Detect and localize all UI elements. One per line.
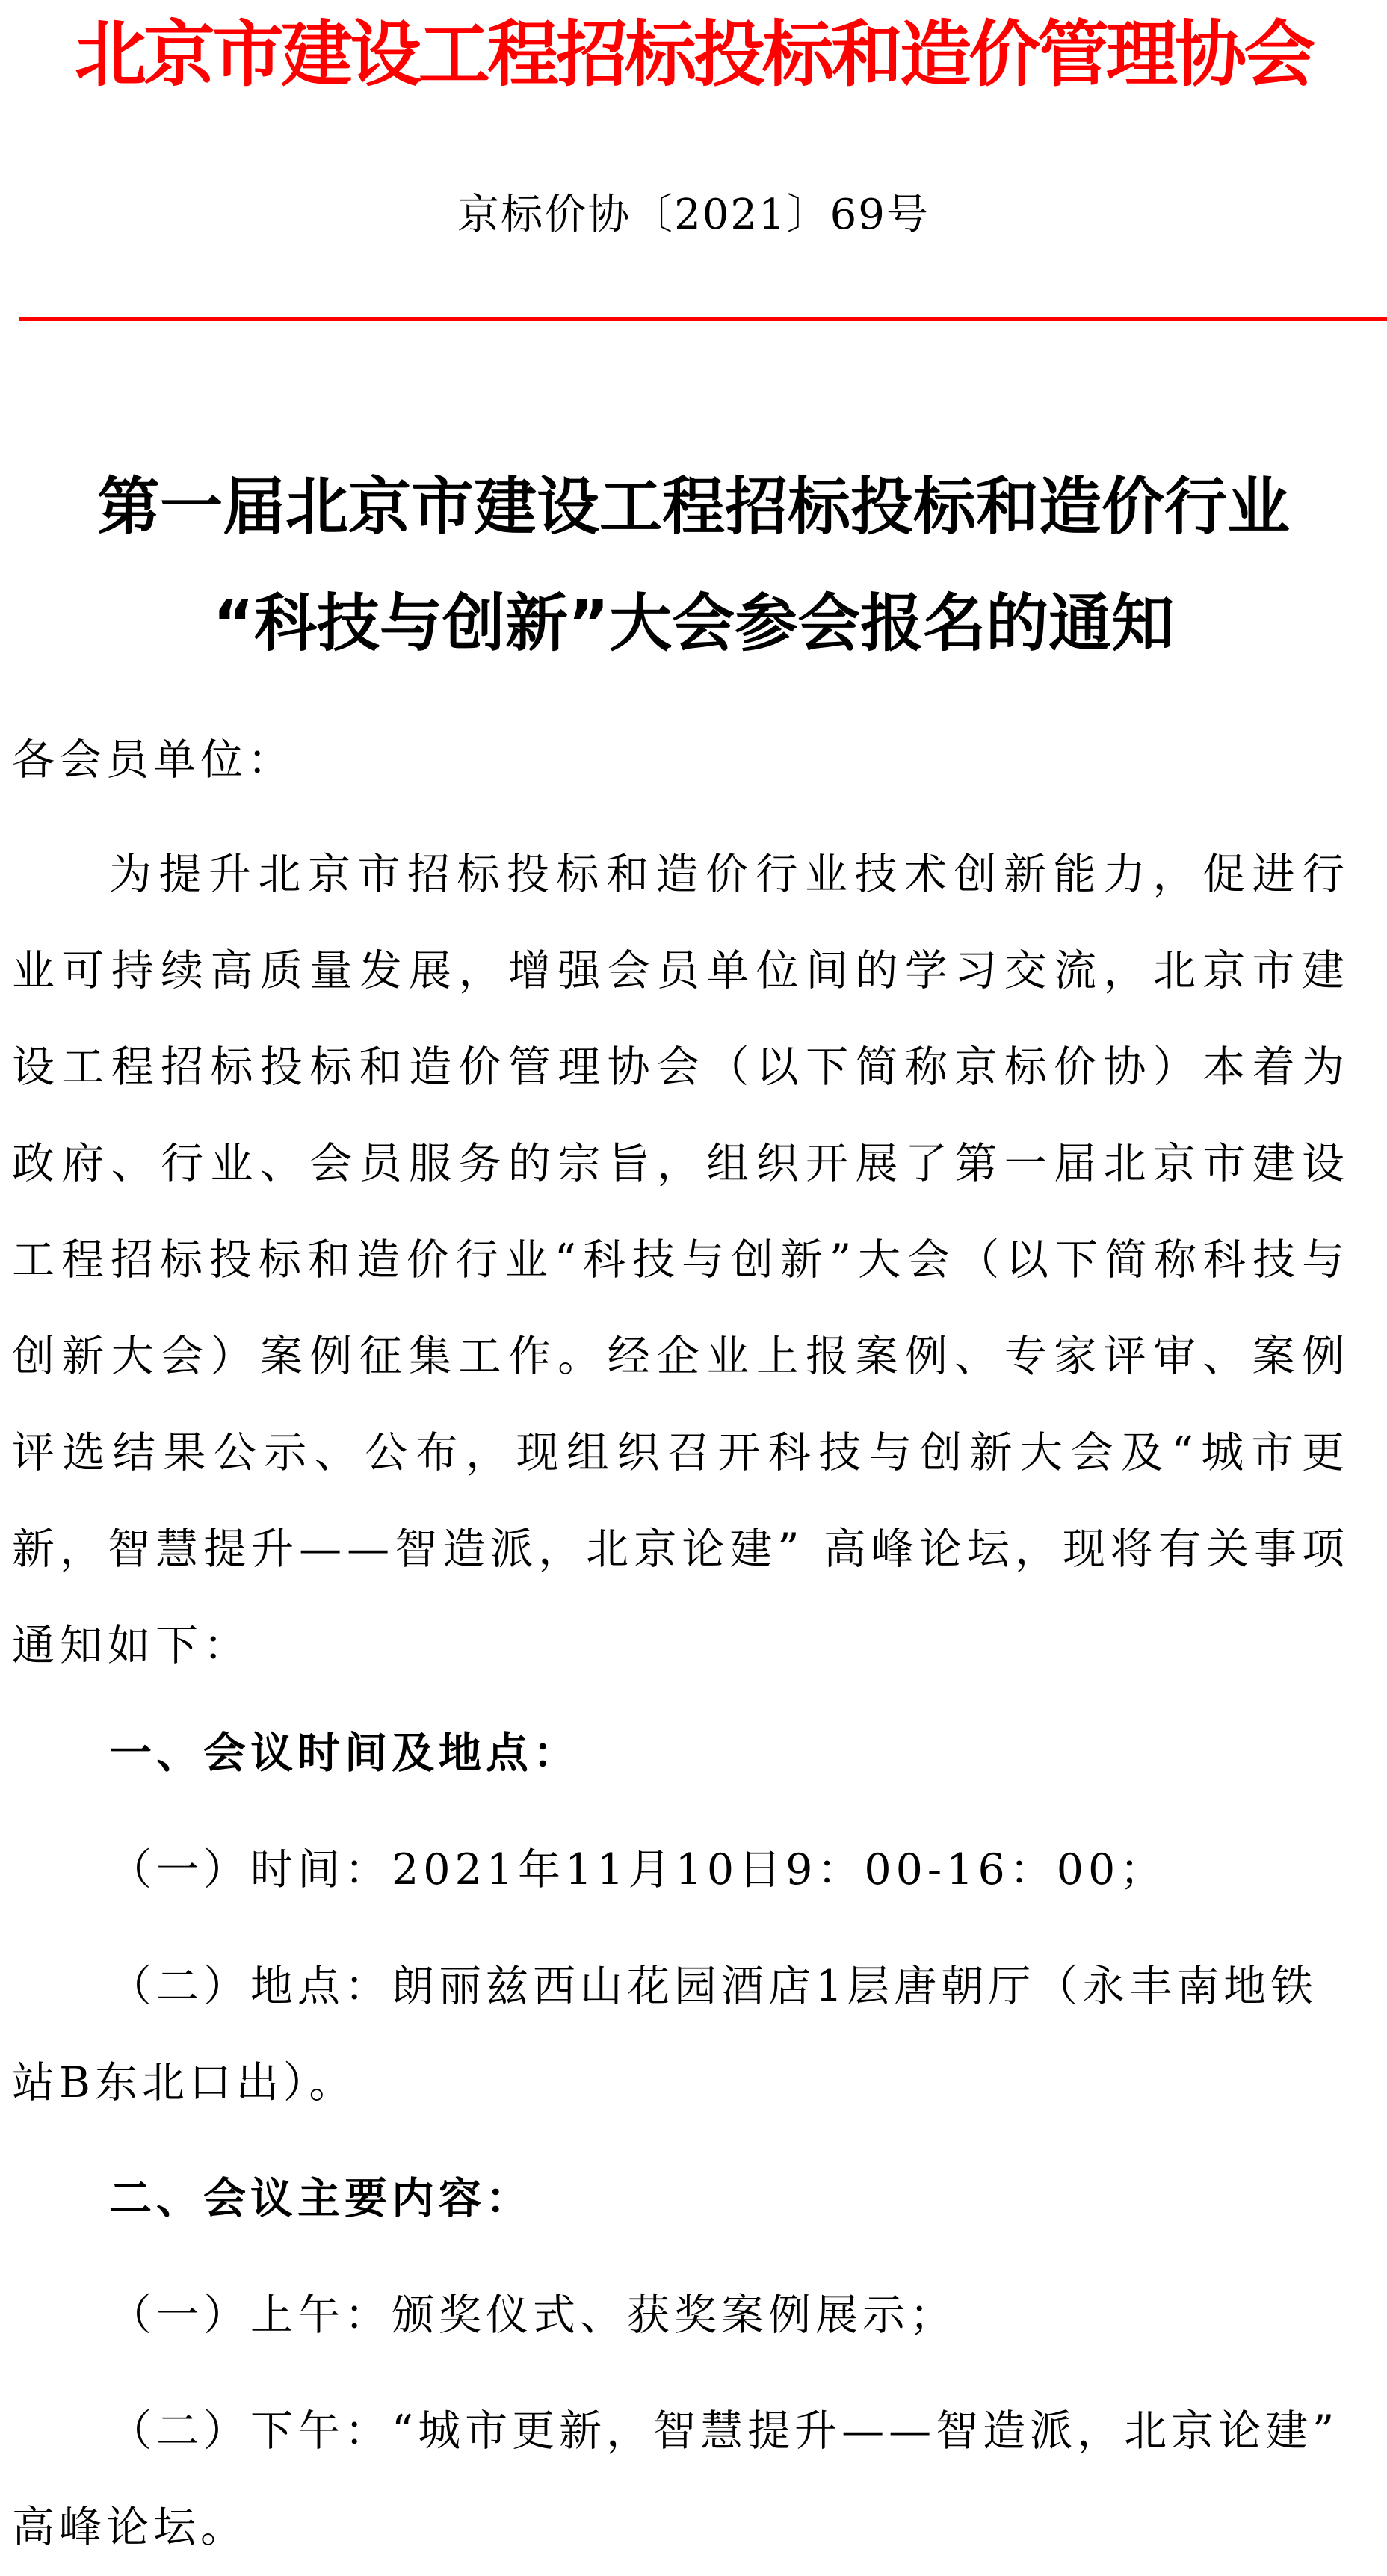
document-title xyxy=(0,448,1387,682)
section-1-place: （二）地点：朗丽兹西山花园酒店1层唐朝厅（永丰南地铁站B东北口出）。 xyxy=(12,1962,1318,2107)
issuing-organization: 北京市建设工程招标投标和造价管理协会 xyxy=(75,12,1312,96)
section-2-morning: （一）上午：颁奖仪式、获奖案例展示； xyxy=(109,2291,957,2340)
document-number: 京标价协〔2021〕69号 xyxy=(457,191,930,239)
section-2-afternoon: （二）下午：“城市更新，智慧提升——智造派，北京论建” 高峰论坛。 xyxy=(12,2406,1339,2552)
section-1-heading: 一、会议时间及地点： xyxy=(109,1729,580,1778)
section-2-heading: 二、会议主要内容： xyxy=(109,2174,533,2223)
title-line-1: 第一届北京市建设工程招标投标和造价行业 xyxy=(96,470,1290,543)
header-divider xyxy=(19,317,1387,321)
intro-paragraph: 为提升北京市招标投标和造价行业技术创新能力，促进行业可持续高质量发展，增强会员单位间的学习交流，北京市建设工程招标投标和造价管理协会（以下简称京标价协）本着为政府、行业、会员服务的宗旨，组织开展了第一届北京市建设工程招标投标和造价行业“科技与创新”大会（以下简称科技与创新大会）案例征集工作。经企业上报案例、专家评审、案例评选结果公示、公布，现组织召开科技与创新大会及“城市更新，智慧提升——智造派，北京论建” 高峰论坛，现将有关事项通知如下： xyxy=(12,850,1350,1670)
title-line-2: “科技与创新”大会参会报名的通知 xyxy=(212,587,1175,660)
salutation: 各会员单位： xyxy=(12,735,294,785)
section-1-time: （一）时间：2021年11月10日9：00-16：00； xyxy=(109,1845,1167,1894)
